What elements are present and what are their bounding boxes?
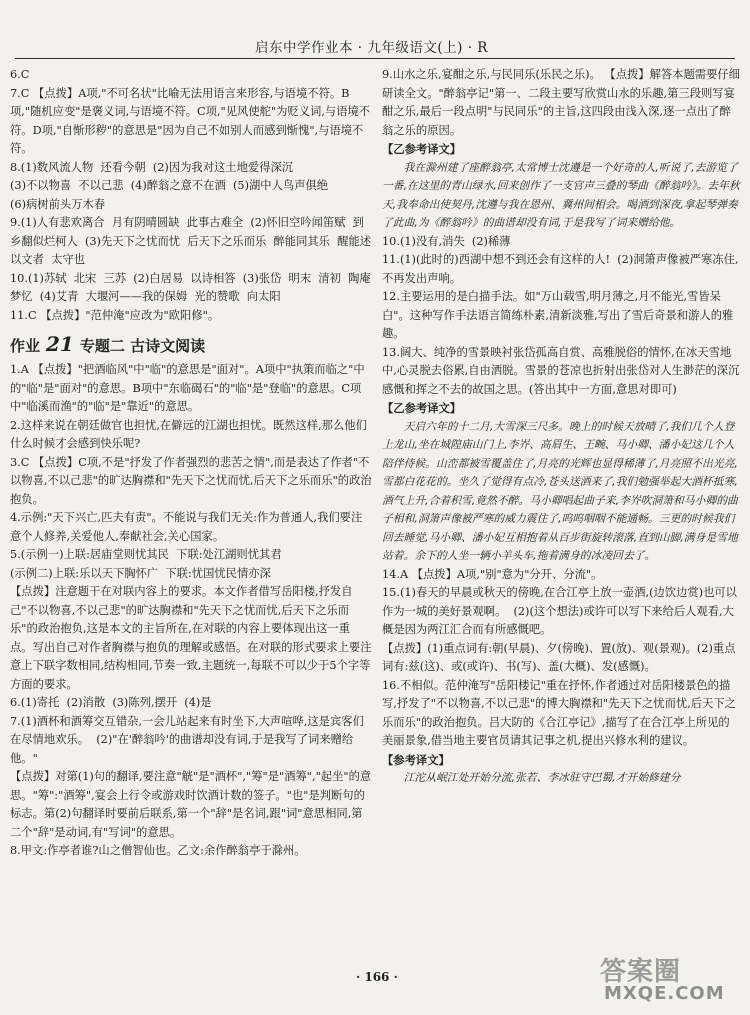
translation-heading: 【乙参考译文】	[382, 142, 462, 156]
answer-item: 3.C 【点拨】C项,不是"抒发了作者强烈的悲苦之情",而是表达了作者"不以物喜,不以己悲"的旷达胸襟和"先天下之忧而忧,后天下之乐而乐"的政治抱负。	[10, 455, 372, 506]
answer-item: 2.这样来说在朝廷做官也担忧,在僻远的江湖也担忧。既然这样,那么他们什么时候才会感到快乐呢?	[10, 418, 367, 450]
translation-heading: 【参考译文】	[382, 752, 450, 767]
answer-item: 6.C	[10, 68, 30, 81]
answer-item: 7.C 【点拨】A项,"不可名状"比喻无法用语言来形容,与语境不符。B项,"随机应变"是褒义词,与语境不符。C项,"见风使舵"为贬义词,与语境不符。D项,"自惭形秽"的意思是"因为自己不如别人而感到惭愧",与语境不符。	[10, 86, 371, 155]
answer-item: 8.甲文:作亭者谁?山之僧智仙也。乙文:余作醉翁亭于滁州。	[10, 844, 306, 857]
section-prefix: 作业	[10, 337, 41, 355]
header-title: 启东中学作业本 · 九年级语文(上) · R	[255, 40, 488, 56]
watermark-logo	[600, 951, 740, 1011]
section-number: 21	[46, 332, 74, 356]
answer-item: 10.(1)苏轼 北宋 三苏 (2)白居易 以诗相答 (3)张岱 明末 清初 陶庵梦忆 (4)艾青 大堰河——我的保姆 光的赞歌 向太阳	[10, 271, 371, 303]
translation-heading: 【乙参考译文】	[382, 401, 462, 415]
answer-item: 7.(1)酒杯和酒筹交互错杂,一会儿站起来有时坐下,大声喧哗,这是宾客们在尽情地欢乐。 (2)"在'醉翁吟'的曲谱却没有词,于是我写了词来赠给他。"	[10, 714, 364, 765]
left-column	[10, 66, 372, 861]
answer-item: 16.不相似。范仲淹写"岳阳楼记"重在抒怀,作者通过对岳阳楼景色的描写,抒发了"不以物喜,不以己悲"的博大胸襟和"先天下之忧而忧,后天下之乐而乐"的政治抱负。吕大防的《合江亭记》,描写了在合江亭上所见的美丽景象,借当地主要官员请其记事之机,提出兴修水利的建议。	[382, 678, 736, 747]
answer-item: 13.阔大、纯净的雪景映衬张岱孤高自赏、高雅脱俗的情怀,在冰天雪地中,心灵脱去俗累,自由洒脱。雪景的苍凉也折射出张岱对人生渺茫的深沉感慨和挥之不去的故国之思。(答出其中一方面,意思对即可)	[382, 345, 740, 396]
watermark-url: MXQE.COM	[604, 983, 725, 1004]
right-column	[382, 66, 740, 788]
answer-item: 12.主要运用的是白描手法。如"万山载雪,明月薄之,月不能光,雪皆呆白"。这种写作手法语言简练朴素,清新淡雅,写出了雪后奇景和游人的雅趣。	[382, 290, 734, 340]
answer-item: 14.A 【点拨】A项,"别"意为"分开、分流"。	[382, 567, 603, 581]
section-heading	[10, 333, 372, 357]
page-header	[15, 30, 735, 59]
answer-item: 8.(1)数风流人物 还看今朝 (2)因为我对这土地爱得深沉 (3)不以物喜 不以己悲 (4)醉翁之意不在酒 (5)湖中人鸟声俱绝 (6)病树前头万木春	[10, 160, 329, 211]
answer-item: 9.山水之乐,宴酣之乐,与民同乐(乐民之乐)。 【点拨】解答本题需要仔细研读全文。"醉翁亭记"第一、二段主要写欣赏山水的乐趣,第三段则写宴酣之乐,最后一段点明"与民同乐"的主旨,这四段由浅入深,逐一点出了醉翁之乐的原因。	[382, 68, 740, 137]
translation-text: 我在滁州建了座醉翁亭,太常博士沈遵是一个好奇的人,听说了,去游览了一番,在这里的青山绿水,回来创作了一支官声三叠的琴曲《醉翁吟》。去年秋天,我奉命出使契丹,沈遵与我在恩州、冀州间相会。喝酒到深夜,拿起琴弹奏了此曲,为《醉翁吟》的曲谱却没有词,于是我写了词来赠给他。	[382, 160, 740, 229]
answer-item: 9.(1)人有悲欢离合 月有阴晴圆缺 此事古难全 (2)怀旧空吟闻笛赋 到乡翻似烂柯人 (3)先天下之忧而忧 后天下之乐而乐 醉能同其乐 醒能述以文者 太守也	[10, 216, 372, 266]
answer-item: 【点拨】(1)重点词有:朝(早晨)、夕(傍晚)、置(放)、观(景观)。(2)重点词有:兹(这)、或(或许)、书(写)、盖(大概)、发(感慨)。	[382, 641, 736, 673]
answer-item: 【点拨】对第(1)句的翻译,要注意"觥"是"酒杯","筹"是"酒筹","起坐"的意思。"筹":"酒筹",宴会上行令或游戏时饮酒计数的签子。"也"是判断句的标志。第(2)句翻译时要前后联系,第一个"辞"是名词,跟"词"意思相同,第二个"辞"是动词,有"写词"的意思。	[10, 770, 372, 839]
answer-item: 4.示例:"天下兴亡,匹夫有责"。不能说与我们无关:作为普通人,我们要注意个人修养,关爱他人,奉献社会,关心国家。	[10, 511, 363, 543]
section-title: 专题二 古诗文阅读	[79, 337, 206, 355]
answer-item: 6.(1)寄托 (2)消散 (3)陈列,摆开 (4)是	[10, 696, 212, 709]
answer-item: 10.(1)没有,消失 (2)稀薄	[382, 234, 511, 248]
answer-item: 5.(示例一)上联:居庙堂则忧其民 下联:处江湖则忧其君 (示例二)上联:乐以天下胸怀广 下联:忧国忧民情亦深	[10, 548, 282, 580]
page-number: · 166 ·	[356, 970, 398, 984]
answer-item: 【点拨】注意题干在对联内容上的要求。本文作者借写岳阳楼,抒发自己"不以物喜,不以己悲"的旷达胸襟和"先天下之忧而忧,后天下之乐而乐"的政治抱负,这是本文的主旨所在,在对联的内容上要体现出这一重点。写出自己对作者胸襟与抱负的理解或感悟。在对联的形式要求上要注意上下联字数相同,结构相同,节奏一致,主题统一,每联不可以少于5个字等方面的要求。	[10, 585, 372, 691]
answer-item: 11.C 【点拨】"范仲淹"应改为"欧阳修"。	[10, 308, 220, 322]
answer-item: 15.(1)春天的早晨或秋天的傍晚,在合江亭上放一壶酒,(边饮边赏)也可以作为一城的美好景观啊。 (2)(这个想法)或许可以写下来给后人观看,大概是因为两江汇合而有所感慨吧。	[382, 586, 737, 636]
translation-text: 江沱从岷江处开始分流,张若、李冰驻守巴蜀,才开始修建分	[403, 771, 681, 784]
answer-item: 1.A 【点拨】"把酒临风"中"临"的意思是"面对"。A项中"执策而临之"中的"临"是"面对"的意思。B项中"东临碣石"的"临"是"登临"的意思。C项中"临溪而渔"的"临"是"靠近"的意思。	[10, 363, 365, 413]
answer-item: 11.(1)(此时的)西湖中想不到还会有这样的人! (2)洞箫声像被严寒冻住,不再发出声响。	[382, 253, 739, 285]
watermark-text: 答案圈	[600, 957, 682, 987]
translation-text: 天启六年的十二月,大雪深三尺多。晚上的时候天放晴了,我们几个人登上龙山,坐在城隍庙山门上,李岕、高眉生、王畹、马小卿、潘小妃这几个人陪伴侍候。山峦都被雪覆盖住了,月亮的光辉也显得稀薄了,月亮照不出光亮,雪都白花花的。坐久了觉得有点冷,苍头送酒来了,我们勉强举起大酒杯抵寒,酒气上升,合着积雪,竟然不醉。马小卿唱起曲子来,李岕吹洞箫和马小卿的曲子相和,洞箫声像被严寒的威力震住了,呜呜咽咽不能通畅。三更的时候我们回去睡觉,马小卿、潘小妃互相抱着从百步街旋转滚落,直到山脚,满身是雪地站着。余下的人坐一辆小羊头车,拖着满身的冰凌回去了。	[382, 419, 738, 562]
